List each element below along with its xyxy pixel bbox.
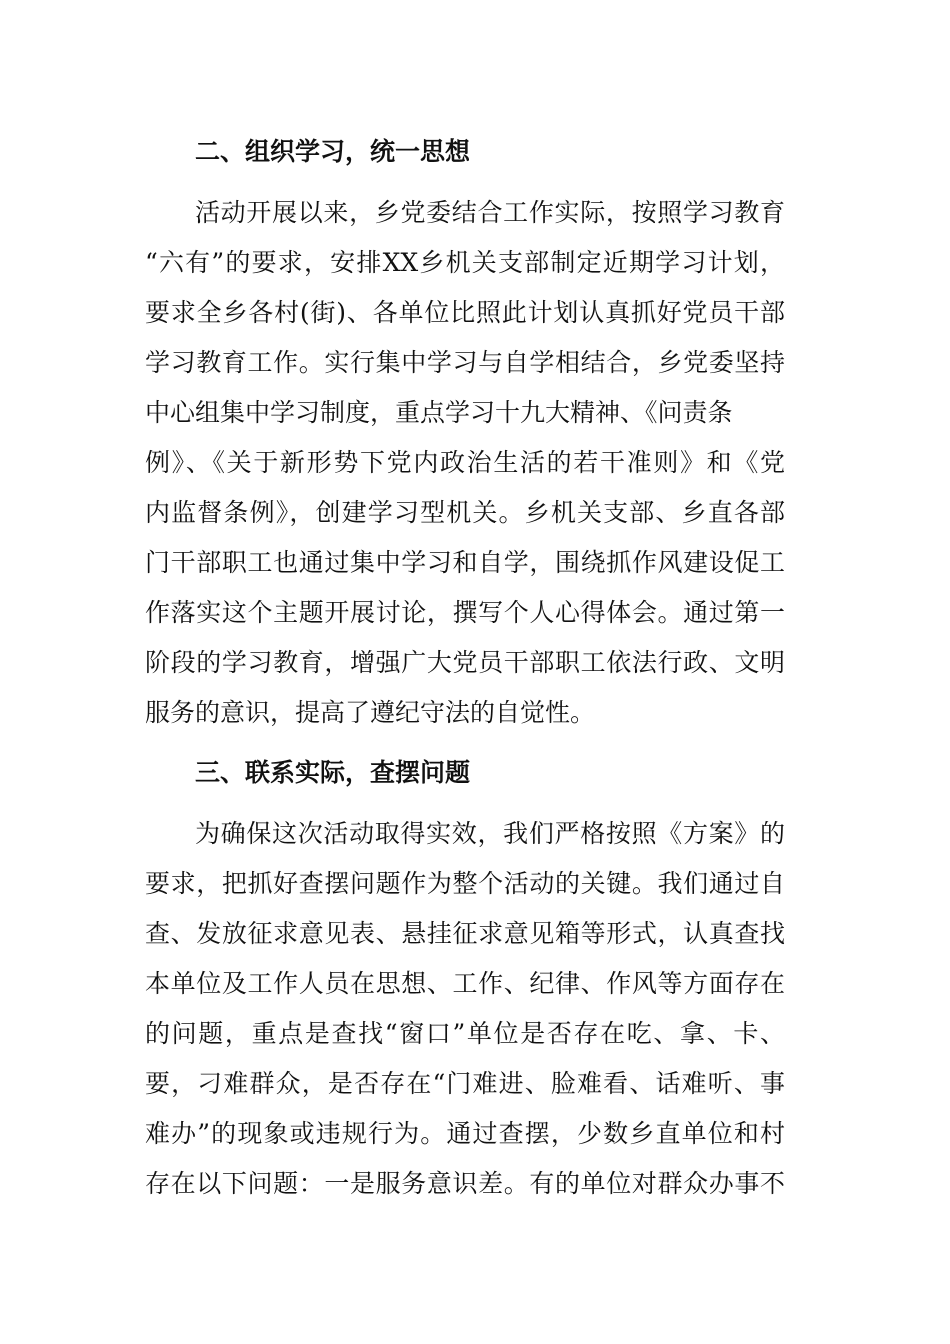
paragraph-line: 门干部职工也通过集中学习和自学，围绕抓作风建设促工 — [145, 548, 785, 577]
paragraph-line: 学习教育工作。实行集中学习与自学相结合，乡党委坚持 — [145, 348, 785, 377]
paragraph-line: 服务的意识，提高了遵纪守法的自觉性。 — [145, 698, 596, 727]
section-2-heading: 二、组织学习，统一思想 — [195, 137, 471, 166]
section-2 — [145, 127, 785, 177]
paragraph-line: 要求，把抓好查摆问题作为整个活动的关键。我们通过自 — [145, 869, 785, 898]
paragraph-line: 阶段的学习教育，增强广大党员干部职工依法行政、文明 — [145, 648, 785, 677]
paragraph-line: 活动开展以来，乡党委结合工作实际，按照学习教育 — [195, 198, 785, 227]
paragraph-line: 难办”的现象或违规行为。通过查摆，少数乡直单位和村 — [145, 1119, 785, 1148]
section-3-body — [145, 809, 785, 1209]
paragraph-line: 本单位及工作人员在思想、工作、纪律、作风等方面存在 — [145, 969, 785, 998]
paragraph-line: 中心组集中学习制度，重点学习十九大精神、《问责条 — [145, 398, 733, 427]
section-3 — [145, 748, 785, 798]
paragraph-line: 要求全乡各村(街)、各单位比照此计划认真抓好党员干部 — [145, 298, 785, 327]
paragraph-line: 内监督条例》，创建学习型机关。乡机关支部、乡直各部 — [145, 498, 785, 527]
section-2-body — [145, 188, 785, 738]
paragraph-line: 例》、《关于新形势下党内政治生活的若干准则》和《党 — [145, 448, 785, 477]
section-3-heading: 三、联系实际，查摆问题 — [195, 758, 471, 787]
paragraph-line: 要，刁难群众，是否存在“门难进、脸难看、话难听、事 — [145, 1069, 785, 1098]
paragraph-line: 的问题，重点是查找“窗口”单位是否存在吃、拿、卡、 — [145, 1019, 785, 1048]
paragraph-line: 查、发放征求意见表、悬挂征求意见箱等形式，认真查找 — [145, 919, 785, 948]
paragraph-line: 为确保这次活动取得实效，我们严格按照《方案》的 — [195, 819, 785, 848]
paragraph-line: 作落实这个主题开展讨论，撰写个人心得体会。通过第一 — [145, 598, 785, 627]
paragraph-line: “六有”的要求，安排XX乡机关支部制定近期学习计划， — [145, 248, 785, 277]
paragraph-line: 存在以下问题：一是服务意识差。有的单位对群众办事不 — [145, 1169, 785, 1198]
